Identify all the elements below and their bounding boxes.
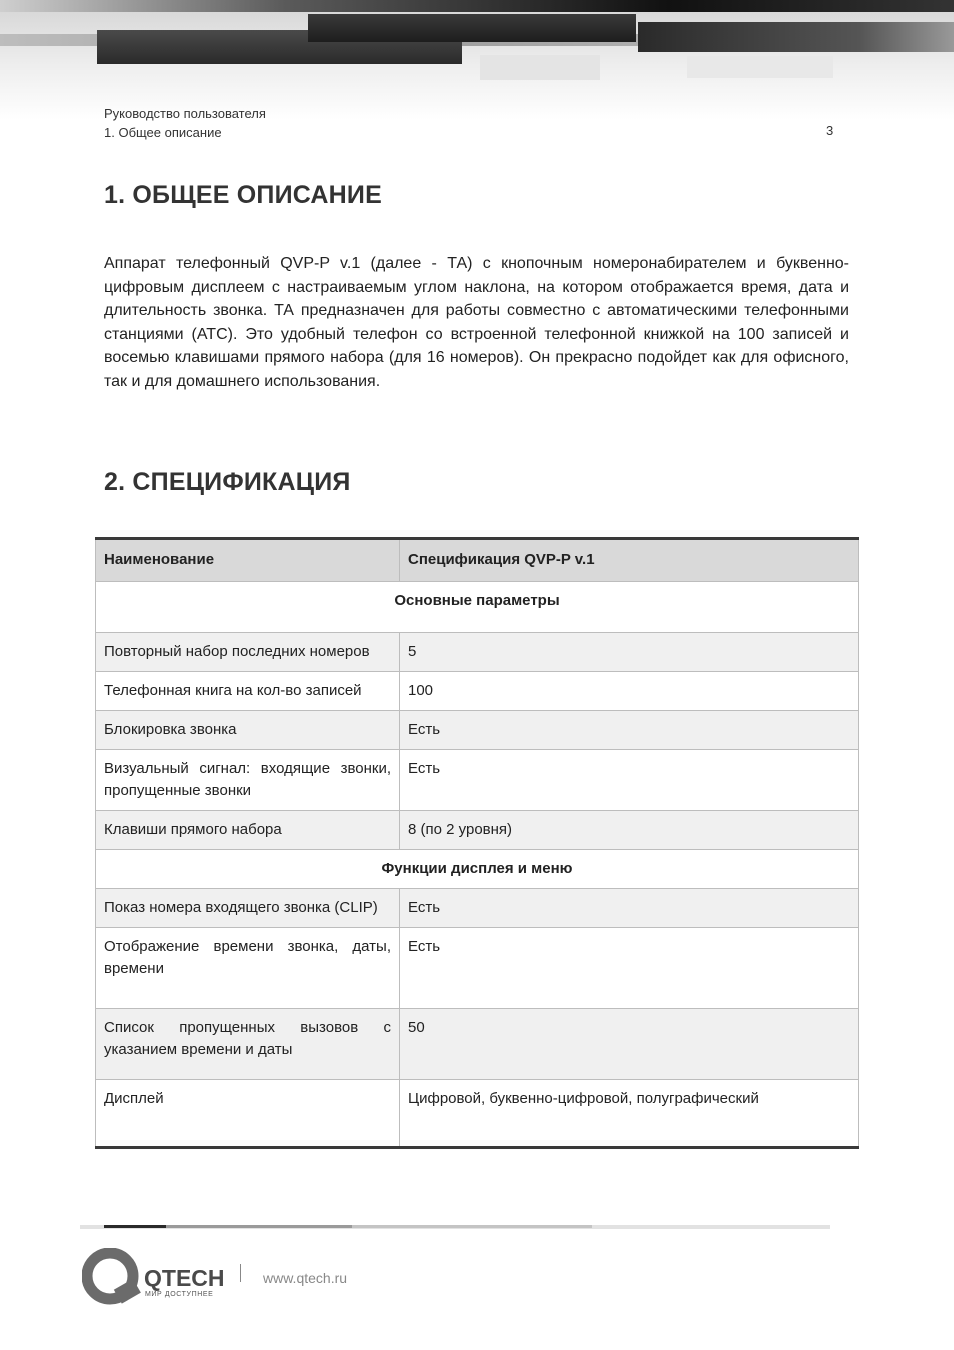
table-group-row: [96, 582, 859, 633]
param-name: Дисплей: [96, 1080, 400, 1148]
param-value: Есть: [400, 711, 859, 750]
param-value: Есть: [400, 928, 859, 1009]
param-name: Отображение времени звонка, даты, времени: [96, 928, 400, 1009]
qtech-logo-icon: [82, 1248, 232, 1308]
section-title-overview: 1. ОБЩЕЕ ОПИСАНИЕ: [104, 181, 382, 209]
param-name: Повторный набор последних номеров: [96, 633, 400, 672]
table-row: [96, 1080, 859, 1148]
table-row: [96, 889, 859, 928]
table-header-row: [96, 539, 859, 582]
section-title-specification: 2. СПЕЦИФИКАЦИЯ: [104, 468, 351, 496]
param-value: 8 (по 2 уровня): [400, 811, 859, 850]
footer-separator: [240, 1264, 241, 1282]
param-name: Список пропущенных вызовов с указанием времени и даты: [96, 1009, 400, 1080]
table-row: [96, 1009, 859, 1080]
param-value: 100: [400, 672, 859, 711]
table-row: [96, 750, 859, 811]
table-row: [96, 811, 859, 850]
column-header-name: Наименование: [96, 539, 400, 582]
running-header: [104, 104, 266, 142]
table-row: [96, 928, 859, 1009]
column-header-spec: Спецификация QVP-P v.1: [400, 539, 859, 582]
param-value: 50: [400, 1009, 859, 1080]
overview-paragraph: Аппарат телефонный QVP-P v.1 (далее - ТА) с кнопочным номеронабирателем и буквенно-цифровым дисплеем с настраиваемым углом наклона, на котором отображается время, дата и длительность звонка. ТА предназначен для работы совместно с автоматическими телефонными станциями (АТС). Это удобный телефон со встроенной телефонной книжкой на 100 записей и восемью клавишами прямого набора (для 16 номеров). Он прекрасно подойдет как для офисного, так и для домашнего использования.: [104, 255, 849, 390]
param-name: Клавиши прямого набора: [96, 811, 400, 850]
page-number: 3: [826, 123, 834, 138]
param-name: Телефонная книга на кол-во записей: [96, 672, 400, 711]
param-value: Цифровой, буквенно-цифровой, полуграфический: [400, 1080, 859, 1148]
table-row: [96, 711, 859, 750]
group-basic-parameters: Основные параметры: [96, 582, 859, 633]
param-value: 5: [400, 633, 859, 672]
header-chapter: 1. Общее описание: [104, 125, 222, 140]
param-value: Есть: [400, 750, 859, 811]
table-row: [96, 672, 859, 711]
table-group-row: [96, 850, 859, 889]
table-row: [96, 633, 859, 672]
param-value: Есть: [400, 889, 859, 928]
group-display-functions: Функции дисплея и меню: [96, 850, 859, 889]
specification-table: [95, 537, 859, 1149]
param-name: Блокировка звонка: [96, 711, 400, 750]
param-name: Показ номера входящего звонка (CLIP): [96, 889, 400, 928]
footer-divider: [80, 1225, 830, 1229]
header-doc-title: Руководство пользователя: [104, 106, 266, 121]
website-url: www.qtech.ru: [263, 1270, 348, 1286]
param-name: Визуальный сигнал: входящие звонки, пропущенные звонки: [96, 750, 400, 811]
logo-tagline: МИР ДОСТУПНЕЕ: [145, 1291, 214, 1298]
logo-wordmark: QTECH: [144, 1265, 225, 1291]
qtech-logo: [82, 1248, 232, 1313]
